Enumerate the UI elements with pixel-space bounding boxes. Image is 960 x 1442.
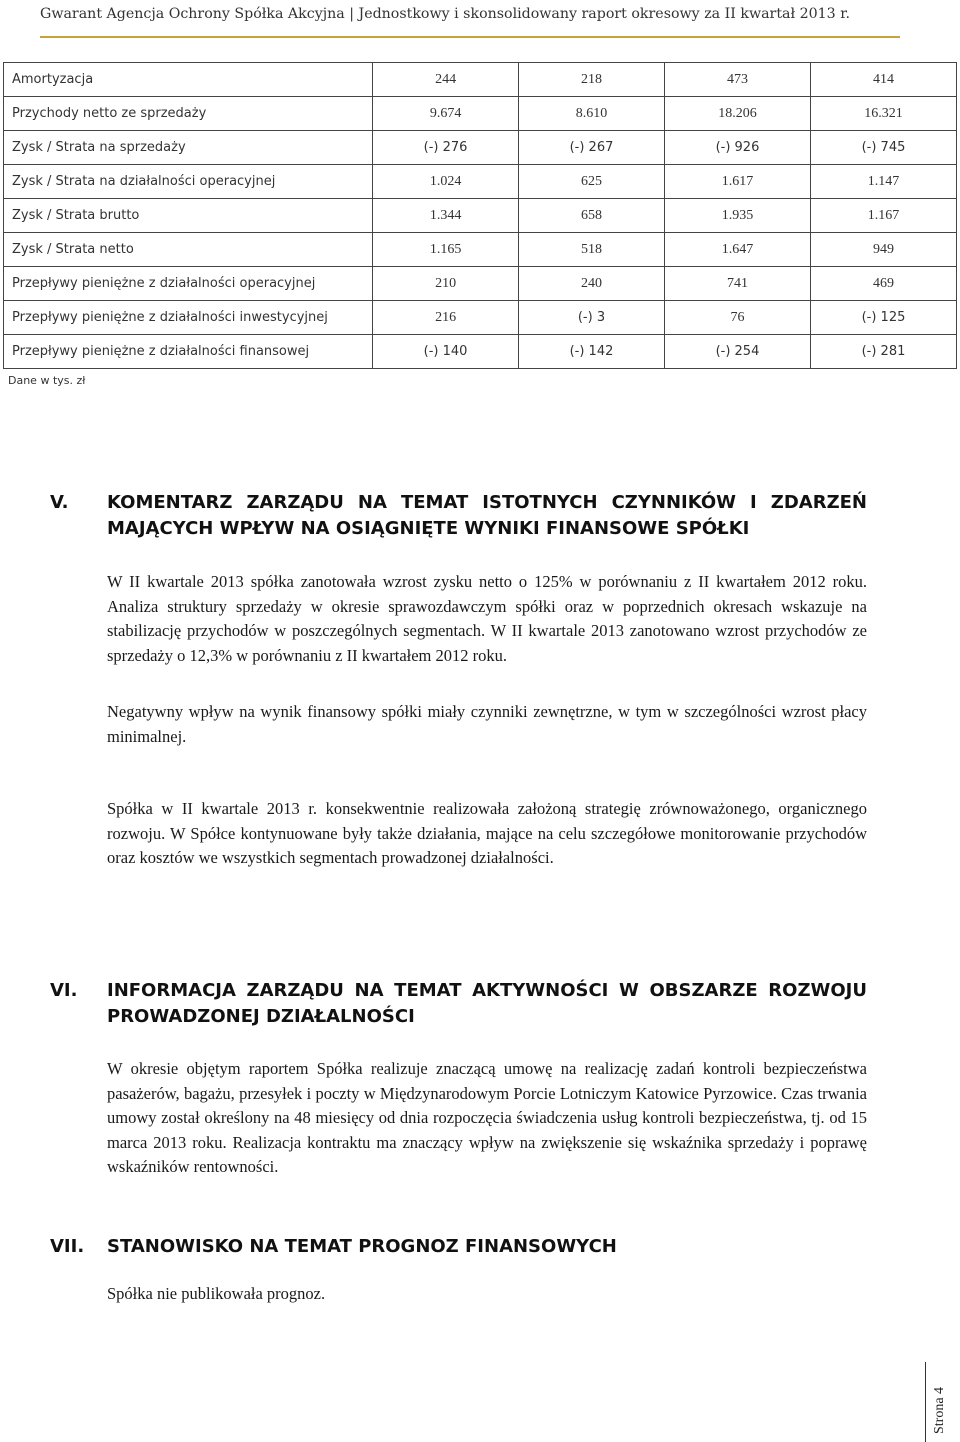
table-row bbox=[4, 165, 957, 199]
table-row bbox=[4, 131, 957, 165]
row-label: Zysk / Strata na działalności operacyjnej bbox=[4, 165, 373, 199]
row-value: 741 bbox=[664, 267, 810, 301]
row-label: Zysk / Strata na sprzedaży bbox=[4, 131, 373, 165]
row-value: 216 bbox=[373, 301, 519, 335]
row-label: Zysk / Strata netto bbox=[4, 233, 373, 267]
row-value: 1.935 bbox=[664, 199, 810, 233]
section-v-paragraph-3: Spółka w II kwartale 2013 r. konsekwentnie realizowała założoną strategię zrównoważonego, organicznego rozwoju. W Spółce kontynuowane były także działania, mające na celu szczegółowe monitorowanie przychodów oraz kosztów we wszystkich segmentach prowadzonej działalności. bbox=[107, 799, 867, 867]
row-value: 1.165 bbox=[373, 233, 519, 267]
row-value: 1.344 bbox=[373, 199, 519, 233]
section-vii-number: VII. bbox=[50, 1236, 85, 1257]
report-title: Gwarant Agencja Ochrony Spółka Akcyjna | Jednostkowy i skonsolidowany raport okresowy za II kwartał 2013 r. bbox=[40, 6, 850, 22]
row-label: Amortyzacja bbox=[4, 63, 373, 97]
row-value: (-) 276 bbox=[373, 131, 519, 165]
row-label: Przychody netto ze sprzedaży bbox=[4, 97, 373, 131]
table-row bbox=[4, 267, 957, 301]
section-vii-title: STANOWISKO NA TEMAT PROGNOZ FINANSOWYCH bbox=[107, 1236, 617, 1257]
section-vii-paragraph-1: Spółka nie publikowała prognoz. bbox=[107, 1284, 326, 1303]
row-value: 16.321 bbox=[810, 97, 956, 131]
row-value: (-) 281 bbox=[810, 335, 956, 369]
section-v-number: V. bbox=[50, 492, 69, 513]
row-value: 469 bbox=[810, 267, 956, 301]
table-row bbox=[4, 199, 957, 233]
page-header bbox=[40, 0, 900, 38]
row-value: (-) 142 bbox=[519, 335, 665, 369]
row-value: 414 bbox=[810, 63, 956, 97]
row-value: 9.674 bbox=[373, 97, 519, 131]
row-value: 1.647 bbox=[664, 233, 810, 267]
row-value: 244 bbox=[373, 63, 519, 97]
section-vi-title: INFORMACJA ZARZĄDU NA TEMAT AKTYWNOŚCI W OBSZARZE ROZWOJU PROWADZONEJ DZIAŁALNOŚCI bbox=[107, 980, 867, 1027]
row-value: 473 bbox=[664, 63, 810, 97]
row-value: 1.147 bbox=[810, 165, 956, 199]
row-label: Zysk / Strata brutto bbox=[4, 199, 373, 233]
row-value: (-) 125 bbox=[810, 301, 956, 335]
section-v-paragraph-1: W II kwartale 2013 spółka zanotowała wzrost zysku netto o 125% w porównaniu z II kwartałem 2012 roku. Analiza struktury sprzedaży w okresie sprawozdawczym spółki oraz w poprzednich okresach wskazuje na stabilizację przychodów w poszczególnych segmentach. W II kwartale 2013 zanotowano wzrost przychodów ze sprzedaży o 12,3% w porównaniu z II kwartałem 2012 roku. bbox=[107, 572, 867, 665]
row-value: 1.024 bbox=[373, 165, 519, 199]
row-value: (-) 745 bbox=[810, 131, 956, 165]
row-value: 949 bbox=[810, 233, 956, 267]
row-value: 8.610 bbox=[519, 97, 665, 131]
table-row bbox=[4, 335, 957, 369]
row-value: 1.167 bbox=[810, 199, 956, 233]
row-value: (-) 926 bbox=[664, 131, 810, 165]
page-number-label: Strona 4 bbox=[932, 1386, 947, 1434]
section-v-paragraph-2: Negatywny wpływ na wynik finansowy spółki miały czynniki zewnętrzne, w tym w szczególności wzrost płacy minimalnej. bbox=[107, 702, 867, 746]
row-value: (-) 254 bbox=[664, 335, 810, 369]
row-value: 18.206 bbox=[664, 97, 810, 131]
row-label: Przepływy pieniężne z działalności inwestycyjnej bbox=[4, 301, 373, 335]
table-row bbox=[4, 63, 957, 97]
row-value: (-) 267 bbox=[519, 131, 665, 165]
financial-data-table bbox=[3, 62, 957, 369]
row-label: Przepływy pieniężne z działalności operacyjnej bbox=[4, 267, 373, 301]
row-value: (-) 3 bbox=[519, 301, 665, 335]
row-value: 218 bbox=[519, 63, 665, 97]
row-value: (-) 140 bbox=[373, 335, 519, 369]
table-row bbox=[4, 301, 957, 335]
section-v-title: KOMENTARZ ZARZĄDU NA TEMAT ISTOTNYCH CZYNNIKÓW I ZDARZEŃ MAJĄCYCH WPŁYW NA OSIĄGNIĘTE WYNIKI FINANSOWE SPÓŁKI bbox=[107, 492, 867, 539]
row-value: 518 bbox=[519, 233, 665, 267]
section-vi-paragraph-1: W okresie objętym raportem Spółka realizuje znaczącą umowę na realizację zadań kontroli bezpieczeństwa pasażerów, bagażu, przesyłek i poczty w Międzynarodowym Porcie Lotniczym Katowice Pyrzowice. Czas trwania umowy został określony na 48 miesięcy od dnia rozpoczęcia świadczenia usług kontroli bezpieczeństwa, tj. od 15 marca 2013 roku. Realizacja kontraktu ma znaczący wpływ na zwiększenie się wskaźnika sprzedaży i poprawę wskaźników rentowności. bbox=[107, 1059, 867, 1176]
row-value: 658 bbox=[519, 199, 665, 233]
table-row bbox=[4, 97, 957, 131]
row-value: 76 bbox=[664, 301, 810, 335]
row-value: 240 bbox=[519, 267, 665, 301]
row-value: 625 bbox=[519, 165, 665, 199]
row-label: Przepływy pieniężne z działalności finansowej bbox=[4, 335, 373, 369]
row-value: 210 bbox=[373, 267, 519, 301]
page-number bbox=[925, 1362, 950, 1442]
section-vi-number: VI. bbox=[50, 980, 78, 1001]
row-value: 1.617 bbox=[664, 165, 810, 199]
table-note: Dane w tys. zł bbox=[8, 374, 86, 387]
table-row bbox=[4, 233, 957, 267]
